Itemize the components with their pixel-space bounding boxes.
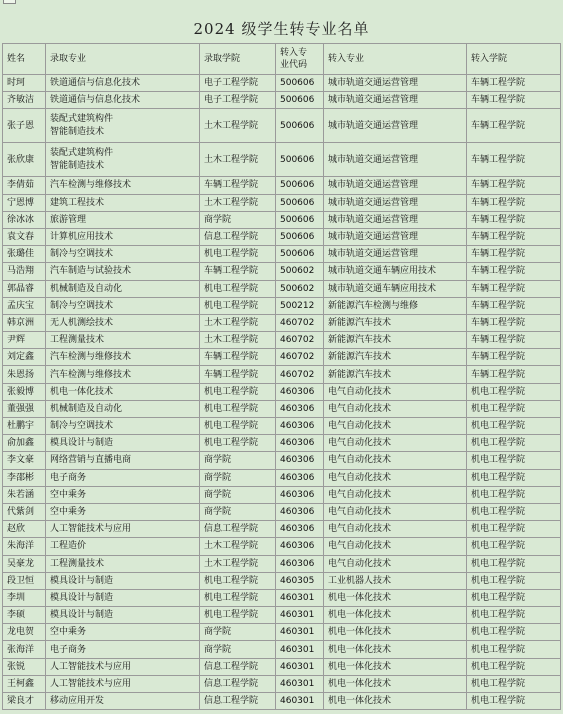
cell-transfer-college: 车辆工程学院 bbox=[467, 246, 561, 263]
cell-transfer-code: 460702 bbox=[276, 366, 324, 383]
cell-admitted-college: 信息工程学院 bbox=[200, 675, 276, 692]
table-row bbox=[3, 658, 561, 675]
table-row bbox=[3, 400, 561, 417]
cell-transfer-major: 工业机器人技术 bbox=[324, 572, 467, 589]
cell-student-name: 李倩茹 bbox=[3, 177, 46, 194]
cell-transfer-major: 电气自动化技术 bbox=[324, 469, 467, 486]
cell-admitted-major: 机械制造及自动化 bbox=[46, 280, 200, 297]
cell-admitted-major: 汽车检测与维修技术 bbox=[46, 177, 200, 194]
cell-transfer-code: 500606 bbox=[276, 194, 324, 211]
cell-transfer-college: 车辆工程学院 bbox=[467, 228, 561, 245]
cell-transfer-code: 500602 bbox=[276, 280, 324, 297]
cell-transfer-major: 城市轨道交通运营管理 bbox=[324, 228, 467, 245]
cell-student-name: 时珂 bbox=[3, 75, 46, 92]
cell-student-name: 袁文春 bbox=[3, 228, 46, 245]
table-row bbox=[3, 143, 561, 177]
cell-student-name: 梁良才 bbox=[3, 693, 46, 710]
cell-transfer-college: 机电工程学院 bbox=[467, 435, 561, 452]
cell-transfer-code: 460702 bbox=[276, 314, 324, 331]
cell-transfer-college: 机电工程学院 bbox=[467, 452, 561, 469]
cell-transfer-major: 新能源汽车检测与维修 bbox=[324, 297, 467, 314]
cell-transfer-major: 电气自动化技术 bbox=[324, 486, 467, 503]
cell-line: 智能制造技术 bbox=[50, 160, 105, 171]
cell-admitted-college: 土木工程学院 bbox=[200, 143, 276, 177]
cell-admitted-college: 机电工程学院 bbox=[200, 400, 276, 417]
cell-admitted-major: 机电一体化技术 bbox=[46, 383, 200, 400]
table-row bbox=[3, 418, 561, 435]
cell-transfer-major: 机电一体化技术 bbox=[324, 693, 467, 710]
header-admitted-major: 录取专业 bbox=[46, 44, 200, 75]
cell-transfer-major: 机电一体化技术 bbox=[324, 675, 467, 692]
cell-transfer-code: 460306 bbox=[276, 486, 324, 503]
cell-admitted-major: 制冷与空调技术 bbox=[46, 418, 200, 435]
cell-admitted-college: 机电工程学院 bbox=[200, 589, 276, 606]
cell-transfer-code: 460306 bbox=[276, 452, 324, 469]
cell-transfer-major: 电气自动化技术 bbox=[324, 521, 467, 538]
cell-transfer-major: 城市轨道交通运营管理 bbox=[324, 194, 467, 211]
cell-admitted-college: 车辆工程学院 bbox=[200, 177, 276, 194]
table-row bbox=[3, 693, 561, 710]
cell-student-name: 董强强 bbox=[3, 400, 46, 417]
cell-line: 智能制造技术 bbox=[50, 126, 105, 137]
table-row bbox=[3, 624, 561, 641]
cell-admitted-major: 制冷与空调技术 bbox=[46, 297, 200, 314]
cell-admitted-major: 人工智能技术与应用 bbox=[46, 658, 200, 675]
cell-transfer-code: 460306 bbox=[276, 435, 324, 452]
cell-admitted-major: 电子商务 bbox=[46, 469, 200, 486]
cell-student-name: 齐敏洁 bbox=[3, 92, 46, 109]
cell-transfer-code: 460702 bbox=[276, 349, 324, 366]
cell-student-name: 张海洋 bbox=[3, 641, 46, 658]
cell-admitted-major: 机械制造及自动化 bbox=[46, 400, 200, 417]
cell-student-name: 马浩翔 bbox=[3, 263, 46, 280]
cell-student-name: 俞加鑫 bbox=[3, 435, 46, 452]
cell-transfer-code: 500606 bbox=[276, 109, 324, 143]
table-row bbox=[3, 263, 561, 280]
cell-transfer-major: 新能源汽车技术 bbox=[324, 366, 467, 383]
cell-admitted-major: 铁道通信与信息化技术 bbox=[46, 92, 200, 109]
cell-admitted-major: 汽车检测与维修技术 bbox=[46, 366, 200, 383]
cell-admitted-college: 电子工程学院 bbox=[200, 92, 276, 109]
cell-admitted-college: 土木工程学院 bbox=[200, 538, 276, 555]
cell-transfer-college: 车辆工程学院 bbox=[467, 75, 561, 92]
table-row bbox=[3, 383, 561, 400]
cell-transfer-college: 车辆工程学院 bbox=[467, 92, 561, 109]
cell-admitted-major: 工程测量技术 bbox=[46, 332, 200, 349]
cell-admitted-major: 空中乘务 bbox=[46, 624, 200, 641]
cell-admitted-major: 人工智能技术与应用 bbox=[46, 675, 200, 692]
cell-transfer-code: 460301 bbox=[276, 624, 324, 641]
cell-transfer-college: 机电工程学院 bbox=[467, 383, 561, 400]
cell-admitted-major: 模具设计与制造 bbox=[46, 589, 200, 606]
cell-transfer-code: 500606 bbox=[276, 246, 324, 263]
table-row bbox=[3, 641, 561, 658]
header-transfer-code: 转入专 业代码 bbox=[276, 44, 324, 75]
table-row bbox=[3, 211, 561, 228]
cell-admitted-major: 制冷与空调技术 bbox=[46, 246, 200, 263]
cell-admitted-college: 机电工程学院 bbox=[200, 418, 276, 435]
cell-admitted-major: 建筑工程技术 bbox=[46, 194, 200, 211]
cell-admitted-college: 商学院 bbox=[200, 469, 276, 486]
cell-transfer-college: 机电工程学院 bbox=[467, 675, 561, 692]
cell-transfer-college: 机电工程学院 bbox=[467, 555, 561, 572]
table-row bbox=[3, 607, 561, 624]
cell-corner-marker bbox=[3, 0, 16, 4]
cell-admitted-college: 机电工程学院 bbox=[200, 572, 276, 589]
cell-transfer-college: 车辆工程学院 bbox=[467, 109, 561, 143]
cell-student-name: 张璐佳 bbox=[3, 246, 46, 263]
table-row bbox=[3, 503, 561, 520]
cell-transfer-major: 新能源汽车技术 bbox=[324, 349, 467, 366]
cell-admitted-college: 土木工程学院 bbox=[200, 314, 276, 331]
cell-student-name: 宁恩博 bbox=[3, 194, 46, 211]
cell-transfer-major: 城市轨道交通运营管理 bbox=[324, 246, 467, 263]
cell-admitted-college: 机电工程学院 bbox=[200, 280, 276, 297]
cell-transfer-college: 机电工程学院 bbox=[467, 503, 561, 520]
cell-admitted-college: 商学院 bbox=[200, 211, 276, 228]
table-header-row bbox=[3, 44, 561, 75]
table-row bbox=[3, 194, 561, 211]
table-row bbox=[3, 314, 561, 331]
cell-transfer-college: 机电工程学院 bbox=[467, 538, 561, 555]
cell-admitted-major: 移动应用开发 bbox=[46, 693, 200, 710]
cell-student-name: 李邵彬 bbox=[3, 469, 46, 486]
table-row bbox=[3, 589, 561, 606]
cell-transfer-major: 机电一体化技术 bbox=[324, 589, 467, 606]
cell-student-name: 李硕 bbox=[3, 607, 46, 624]
cell-student-name: 徐冰冰 bbox=[3, 211, 46, 228]
cell-student-name: 朱若涵 bbox=[3, 486, 46, 503]
cell-student-name: 代紫剑 bbox=[3, 503, 46, 520]
cell-admitted-college: 商学院 bbox=[200, 452, 276, 469]
cell-student-name: 张毅博 bbox=[3, 383, 46, 400]
cell-admitted-college: 车辆工程学院 bbox=[200, 349, 276, 366]
cell-admitted-college: 土木工程学院 bbox=[200, 194, 276, 211]
table-row bbox=[3, 349, 561, 366]
cell-admitted-college: 商学院 bbox=[200, 641, 276, 658]
cell-admitted-major: 工程测量技术 bbox=[46, 555, 200, 572]
cell-student-name: 刘定鑫 bbox=[3, 349, 46, 366]
cell-admitted-college: 商学院 bbox=[200, 486, 276, 503]
table-row bbox=[3, 92, 561, 109]
cell-transfer-major: 电气自动化技术 bbox=[324, 435, 467, 452]
cell-transfer-major: 城市轨道交通车辆应用技术 bbox=[324, 280, 467, 297]
cell-transfer-college: 车辆工程学院 bbox=[467, 177, 561, 194]
cell-student-name: 李圳 bbox=[3, 589, 46, 606]
cell-transfer-major: 机电一体化技术 bbox=[324, 607, 467, 624]
cell-transfer-code: 500606 bbox=[276, 92, 324, 109]
cell-transfer-college: 机电工程学院 bbox=[467, 572, 561, 589]
header-transfer-college: 转入学院 bbox=[467, 44, 561, 75]
cell-line: 装配式建筑构件 bbox=[50, 113, 114, 124]
cell-transfer-major: 机电一体化技术 bbox=[324, 641, 467, 658]
cell-student-name: 郭晶睿 bbox=[3, 280, 46, 297]
cell-admitted-college: 信息工程学院 bbox=[200, 228, 276, 245]
cell-student-name: 孟庆宝 bbox=[3, 297, 46, 314]
cell-transfer-major: 城市轨道交通运营管理 bbox=[324, 143, 467, 177]
cell-transfer-college: 车辆工程学院 bbox=[467, 211, 561, 228]
cell-student-name: 吴豪龙 bbox=[3, 555, 46, 572]
cell-transfer-college: 车辆工程学院 bbox=[467, 366, 561, 383]
cell-student-name: 朱恩扬 bbox=[3, 366, 46, 383]
cell-transfer-college: 车辆工程学院 bbox=[467, 280, 561, 297]
cell-transfer-major: 城市轨道交通车辆应用技术 bbox=[324, 263, 467, 280]
table-row bbox=[3, 469, 561, 486]
cell-transfer-major: 机电一体化技术 bbox=[324, 624, 467, 641]
cell-transfer-college: 机电工程学院 bbox=[467, 641, 561, 658]
cell-transfer-college: 车辆工程学院 bbox=[467, 332, 561, 349]
cell-transfer-major: 城市轨道交通运营管理 bbox=[324, 211, 467, 228]
cell-transfer-major: 电气自动化技术 bbox=[324, 383, 467, 400]
cell-transfer-major: 电气自动化技术 bbox=[324, 538, 467, 555]
cell-transfer-college: 机电工程学院 bbox=[467, 658, 561, 675]
cell-transfer-major: 城市轨道交通运营管理 bbox=[324, 177, 467, 194]
header-admitted-college: 录取学院 bbox=[200, 44, 276, 75]
table-row bbox=[3, 675, 561, 692]
page-title: 2024 级学生转专业名单 bbox=[193, 20, 370, 38]
cell-transfer-code: 460306 bbox=[276, 555, 324, 572]
cell-admitted-major: 汽车检测与维修技术 bbox=[46, 349, 200, 366]
cell-transfer-code: 460306 bbox=[276, 400, 324, 417]
header-name: 姓名 bbox=[3, 44, 46, 75]
cell-admitted-major: 模具设计与制造 bbox=[46, 572, 200, 589]
cell-transfer-major: 电气自动化技术 bbox=[324, 452, 467, 469]
table-row bbox=[3, 555, 561, 572]
cell-transfer-major: 电气自动化技术 bbox=[324, 503, 467, 520]
cell-student-name: 张子恩 bbox=[3, 109, 46, 143]
cell-transfer-code: 460301 bbox=[276, 675, 324, 692]
cell-admitted-college: 机电工程学院 bbox=[200, 246, 276, 263]
cell-student-name: 龙电贺 bbox=[3, 624, 46, 641]
cell-transfer-major: 电气自动化技术 bbox=[324, 555, 467, 572]
cell-student-name: 张锐 bbox=[3, 658, 46, 675]
table-row bbox=[3, 280, 561, 297]
cell-admitted-college: 车辆工程学院 bbox=[200, 366, 276, 383]
cell-student-name: 尹辉 bbox=[3, 332, 46, 349]
cell-transfer-college: 机电工程学院 bbox=[467, 589, 561, 606]
cell-admitted-major: 空中乘务 bbox=[46, 503, 200, 520]
cell-transfer-college: 车辆工程学院 bbox=[467, 143, 561, 177]
cell-admitted-major: 旅游管理 bbox=[46, 211, 200, 228]
cell-admitted-college: 土木工程学院 bbox=[200, 109, 276, 143]
table-row bbox=[3, 572, 561, 589]
cell-transfer-code: 460301 bbox=[276, 658, 324, 675]
cell-admitted-major: 人工智能技术与应用 bbox=[46, 521, 200, 538]
cell-transfer-code: 500606 bbox=[276, 177, 324, 194]
cell-admitted-major: 网络营销与直播电商 bbox=[46, 452, 200, 469]
cell-student-name: 王柯鑫 bbox=[3, 675, 46, 692]
cell-transfer-code: 460301 bbox=[276, 693, 324, 710]
cell-admitted-college: 机电工程学院 bbox=[200, 435, 276, 452]
cell-transfer-code: 460306 bbox=[276, 503, 324, 520]
cell-admitted-college: 信息工程学院 bbox=[200, 658, 276, 675]
cell-transfer-code: 460306 bbox=[276, 521, 324, 538]
transfer-table bbox=[2, 43, 561, 710]
cell-transfer-college: 车辆工程学院 bbox=[467, 349, 561, 366]
cell-transfer-college: 车辆工程学院 bbox=[467, 263, 561, 280]
cell-transfer-code: 500602 bbox=[276, 263, 324, 280]
cell-admitted-major: 工程造价 bbox=[46, 538, 200, 555]
cell-transfer-college: 机电工程学院 bbox=[467, 607, 561, 624]
cell-transfer-college: 车辆工程学院 bbox=[467, 314, 561, 331]
cell-transfer-code: 460305 bbox=[276, 572, 324, 589]
table-row bbox=[3, 297, 561, 314]
cell-transfer-major: 新能源汽车技术 bbox=[324, 314, 467, 331]
cell-transfer-code: 500606 bbox=[276, 143, 324, 177]
cell-transfer-college: 机电工程学院 bbox=[467, 418, 561, 435]
cell-transfer-major: 城市轨道交通运营管理 bbox=[324, 109, 467, 143]
cell-admitted-major: 铁道通信与信息化技术 bbox=[46, 75, 200, 92]
cell-transfer-code: 460306 bbox=[276, 383, 324, 400]
table-row bbox=[3, 435, 561, 452]
cell-transfer-college: 机电工程学院 bbox=[467, 624, 561, 641]
cell-transfer-code: 460306 bbox=[276, 469, 324, 486]
table-row bbox=[3, 366, 561, 383]
cell-student-name: 张欣康 bbox=[3, 143, 46, 177]
cell-admitted-college: 车辆工程学院 bbox=[200, 263, 276, 280]
cell-admitted-college: 土木工程学院 bbox=[200, 555, 276, 572]
cell-transfer-code: 500606 bbox=[276, 75, 324, 92]
cell-transfer-major: 电气自动化技术 bbox=[324, 400, 467, 417]
cell-admitted-major: 模具设计与制造 bbox=[46, 435, 200, 452]
cell-student-name: 段卫恒 bbox=[3, 572, 46, 589]
table-row bbox=[3, 246, 561, 263]
cell-transfer-college: 机电工程学院 bbox=[467, 521, 561, 538]
cell-transfer-code: 500606 bbox=[276, 211, 324, 228]
cell-admitted-major: 无人机测绘技术 bbox=[46, 314, 200, 331]
cell-admitted-college: 信息工程学院 bbox=[200, 521, 276, 538]
cell-transfer-code: 500606 bbox=[276, 228, 324, 245]
cell-student-name: 李文豪 bbox=[3, 452, 46, 469]
cell-transfer-major: 城市轨道交通运营管理 bbox=[324, 75, 467, 92]
cell-admitted-major bbox=[46, 109, 200, 143]
cell-transfer-code: 460301 bbox=[276, 589, 324, 606]
cell-transfer-major: 城市轨道交通运营管理 bbox=[324, 92, 467, 109]
cell-admitted-major: 计算机应用技术 bbox=[46, 228, 200, 245]
cell-student-name: 朱海洋 bbox=[3, 538, 46, 555]
cell-admitted-major bbox=[46, 143, 200, 177]
table-row bbox=[3, 538, 561, 555]
cell-transfer-college: 车辆工程学院 bbox=[467, 297, 561, 314]
cell-transfer-college: 机电工程学院 bbox=[467, 400, 561, 417]
cell-transfer-code: 460306 bbox=[276, 418, 324, 435]
cell-admitted-college: 土木工程学院 bbox=[200, 332, 276, 349]
cell-transfer-major: 电气自动化技术 bbox=[324, 418, 467, 435]
cell-admitted-major: 电子商务 bbox=[46, 641, 200, 658]
table-row bbox=[3, 521, 561, 538]
cell-transfer-major: 新能源汽车技术 bbox=[324, 332, 467, 349]
cell-admitted-college: 信息工程学院 bbox=[200, 693, 276, 710]
cell-transfer-code: 460702 bbox=[276, 332, 324, 349]
table-body bbox=[3, 75, 561, 710]
table-row bbox=[3, 332, 561, 349]
header-transfer-major: 转入专业 bbox=[324, 44, 467, 75]
cell-admitted-college: 商学院 bbox=[200, 624, 276, 641]
table-row bbox=[3, 228, 561, 245]
cell-transfer-code: 460301 bbox=[276, 641, 324, 658]
table-row bbox=[3, 486, 561, 503]
table-row bbox=[3, 109, 561, 143]
table-row bbox=[3, 452, 561, 469]
cell-student-name: 杜鹏宇 bbox=[3, 418, 46, 435]
cell-admitted-college: 机电工程学院 bbox=[200, 297, 276, 314]
cell-transfer-major: 机电一体化技术 bbox=[324, 658, 467, 675]
cell-line: 装配式建筑构件 bbox=[50, 147, 114, 158]
cell-transfer-college: 车辆工程学院 bbox=[467, 194, 561, 211]
cell-student-name: 赵欣 bbox=[3, 521, 46, 538]
cell-transfer-college: 机电工程学院 bbox=[467, 693, 561, 710]
table-row bbox=[3, 177, 561, 194]
cell-admitted-college: 机电工程学院 bbox=[200, 383, 276, 400]
cell-admitted-major: 汽车制造与试验技术 bbox=[46, 263, 200, 280]
cell-transfer-code: 460301 bbox=[276, 607, 324, 624]
cell-admitted-college: 商学院 bbox=[200, 503, 276, 520]
cell-transfer-college: 机电工程学院 bbox=[467, 469, 561, 486]
cell-student-name: 韩京洲 bbox=[3, 314, 46, 331]
cell-transfer-code: 500212 bbox=[276, 297, 324, 314]
cell-admitted-college: 电子工程学院 bbox=[200, 75, 276, 92]
cell-transfer-college: 机电工程学院 bbox=[467, 486, 561, 503]
table-row bbox=[3, 75, 561, 92]
cell-admitted-college: 机电工程学院 bbox=[200, 607, 276, 624]
cell-admitted-major: 模具设计与制造 bbox=[46, 607, 200, 624]
cell-admitted-major: 空中乘务 bbox=[46, 486, 200, 503]
cell-transfer-code: 460306 bbox=[276, 538, 324, 555]
